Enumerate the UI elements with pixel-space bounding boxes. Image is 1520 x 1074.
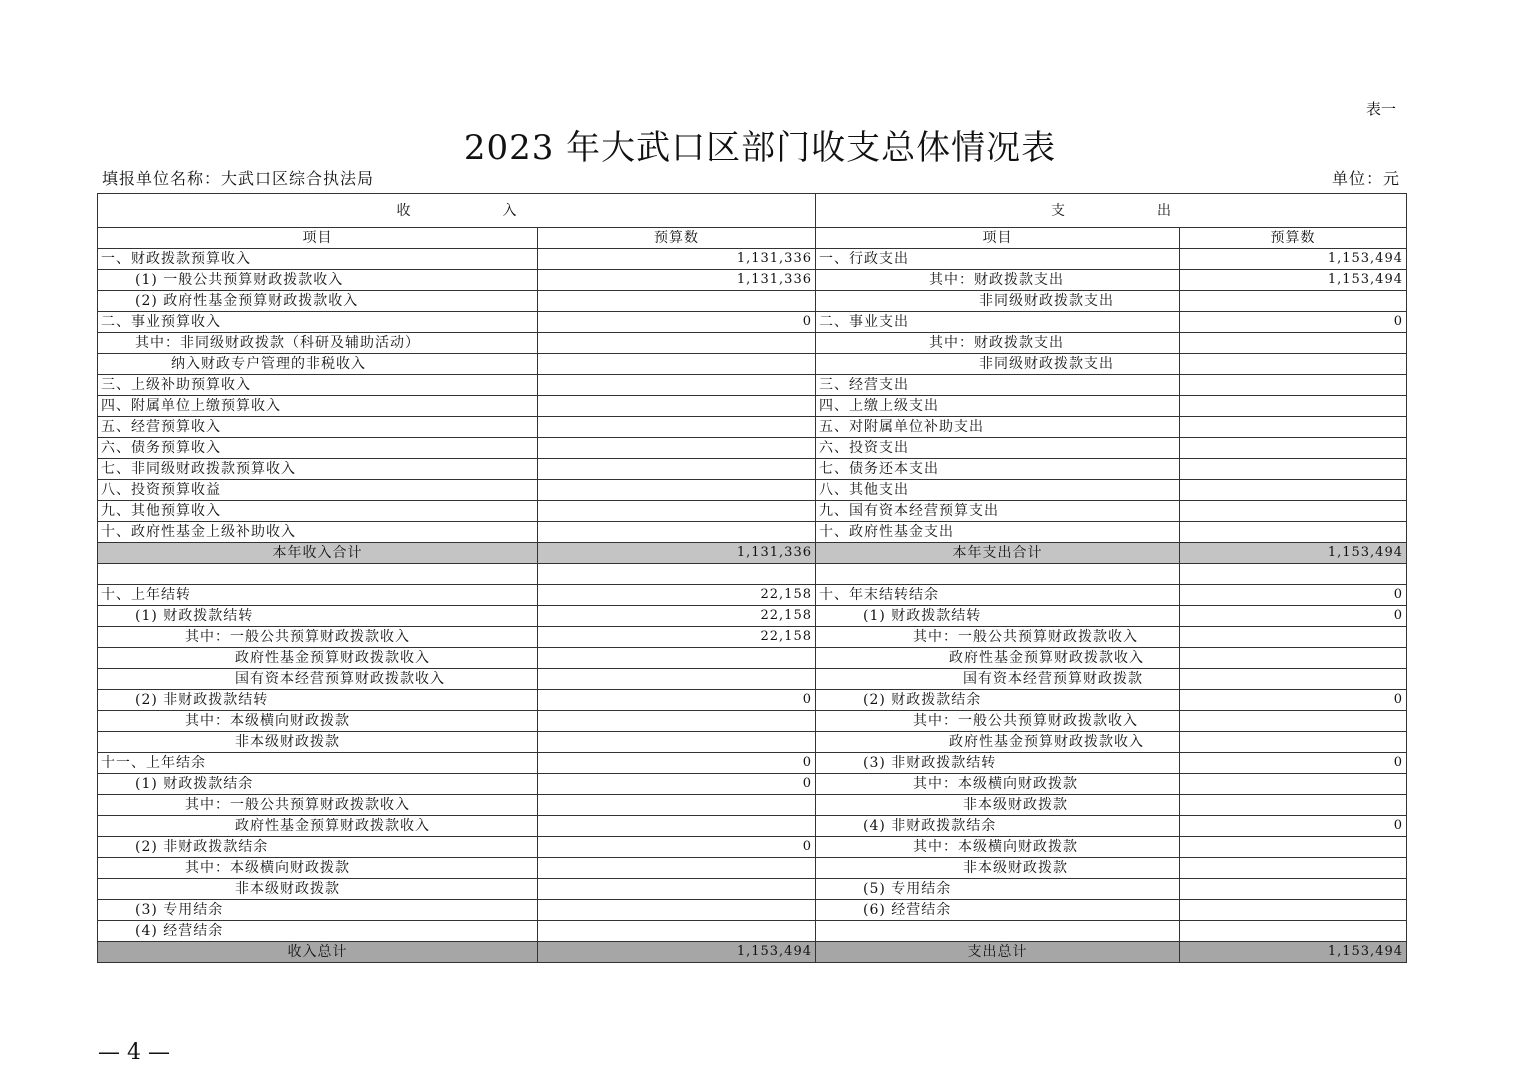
income-budget-cell: 0 [538, 690, 816, 711]
expense-item-cell: 一、行政支出 [816, 249, 1180, 270]
expense-budget-cell [1180, 879, 1407, 900]
expense-budget-cell [1180, 858, 1407, 879]
expense-item-cell: 七、债务还本支出 [816, 459, 1180, 480]
income-budget-cell [538, 354, 816, 375]
income-item-cell: 九、其他预算收入 [98, 501, 538, 522]
income-budget-cell: 1,131,336 [538, 543, 816, 564]
income-item-cell: 其中：非同级财政拨款（科研及辅助活动） [98, 333, 538, 354]
expense-item-header: 项目 [816, 228, 1180, 249]
expense-budget-cell [1180, 375, 1407, 396]
expense-budget-cell [1180, 438, 1407, 459]
income-item-cell: 十一、上年结余 [98, 753, 538, 774]
expense-item-cell: 八、其他支出 [816, 480, 1180, 501]
expense-item-cell: 三、经营支出 [816, 375, 1180, 396]
income-item-header: 项目 [98, 228, 538, 249]
income-item-cell: (4) 经营结余 [98, 921, 538, 942]
expense-budget-cell [1180, 795, 1407, 816]
expense-budget-cell: 0 [1180, 312, 1407, 333]
income-item-cell: 其中：本级横向财政拨款 [98, 858, 538, 879]
table-row [98, 249, 1407, 270]
expense-item-cell: (1) 财政拨款结转 [816, 606, 1180, 627]
income-budget-cell: 0 [538, 312, 816, 333]
income-budget-cell [538, 417, 816, 438]
income-item-cell: (1) 财政拨款结转 [98, 606, 538, 627]
expense-item-cell: (4) 非财政拨款结余 [816, 816, 1180, 837]
expense-budget-cell: 0 [1180, 585, 1407, 606]
expense-item-cell: 其中：本级横向财政拨款 [816, 774, 1180, 795]
table-row [98, 396, 1407, 417]
income-budget-cell [538, 501, 816, 522]
income-item-cell: 纳入财政专户管理的非税收入 [98, 354, 538, 375]
column-header-row [98, 228, 1407, 249]
income-budget-cell: 22,158 [538, 606, 816, 627]
income-budget-cell: 1,131,336 [538, 270, 816, 291]
table-row [98, 732, 1407, 753]
table-row [98, 564, 1407, 585]
budget-table [97, 193, 1407, 963]
expense-item-cell: 二、事业支出 [816, 312, 1180, 333]
page-title: 2023 年大武口区部门收支总体情况表 [463, 128, 1057, 168]
expense-budget-cell [1180, 291, 1407, 312]
table-row [98, 837, 1407, 858]
income-budget-cell [538, 291, 816, 312]
table-row [98, 585, 1407, 606]
currency-unit-label: 单位：元 [1332, 169, 1401, 188]
expense-item-cell: 十、政府性基金支出 [816, 522, 1180, 543]
table-row [98, 417, 1407, 438]
expense-budget-cell: 0 [1180, 690, 1407, 711]
income-item-cell: 二、事业预算收入 [98, 312, 538, 333]
expense-budget-cell [1180, 627, 1407, 648]
income-item-cell: 三、上级补助预算收入 [98, 375, 538, 396]
expense-budget-cell [1180, 711, 1407, 732]
reporting-unit-name: 填报单位名称：大武口区综合执法局 [102, 169, 375, 188]
table-row [98, 753, 1407, 774]
income-item-cell: (1) 财政拨款结余 [98, 774, 538, 795]
expense-item-cell: 五、对附属单位补助支出 [816, 417, 1180, 438]
expense-item-cell: 六、投资支出 [816, 438, 1180, 459]
expense-budget-cell [1180, 648, 1407, 669]
expense-budget-cell [1180, 669, 1407, 690]
income-item-cell: 七、非同级财政拨款预算收入 [98, 459, 538, 480]
expense-budget-cell [1180, 900, 1407, 921]
income-item-cell: 国有资本经营预算财政拨款收入 [98, 669, 538, 690]
expense-budget-cell [1180, 837, 1407, 858]
income-item-cell: 五、经营预算收入 [98, 417, 538, 438]
income-budget-cell [538, 333, 816, 354]
table-row [98, 333, 1407, 354]
income-item-cell: 其中：一般公共预算财政拨款收入 [98, 627, 538, 648]
table-row [98, 669, 1407, 690]
expense-item-cell: 支出总计 [816, 942, 1180, 963]
table-row [98, 900, 1407, 921]
expense-item-cell [816, 564, 1180, 585]
table-row [98, 858, 1407, 879]
table-row [98, 879, 1407, 900]
income-budget-cell: 0 [538, 774, 816, 795]
expense-item-cell: 非同级财政拨款支出 [816, 354, 1180, 375]
expense-item-cell: (6) 经营结余 [816, 900, 1180, 921]
table-row [98, 543, 1407, 564]
expense-item-cell: (3) 非财政拨款结转 [816, 753, 1180, 774]
table-row [98, 480, 1407, 501]
income-budget-cell [538, 795, 816, 816]
expense-budget-cell: 0 [1180, 606, 1407, 627]
expense-budget-cell [1180, 354, 1407, 375]
income-item-cell: 本年收入合计 [98, 543, 538, 564]
expense-item-cell: 四、上缴上级支出 [816, 396, 1180, 417]
expense-item-cell: 其中：一般公共预算财政拨款收入 [816, 711, 1180, 732]
income-budget-cell [538, 900, 816, 921]
expense-budget-cell [1180, 564, 1407, 585]
expense-budget-cell [1180, 459, 1407, 480]
expense-item-cell: 非同级财政拨款支出 [816, 291, 1180, 312]
table-row [98, 795, 1407, 816]
income-item-cell: (2) 非财政拨款结转 [98, 690, 538, 711]
income-item-cell: 收入总计 [98, 942, 538, 963]
table-row [98, 501, 1407, 522]
expense-item-cell: 十、年末结转结余 [816, 585, 1180, 606]
section-header-row [98, 194, 1407, 228]
expense-budget-cell: 1,153,494 [1180, 270, 1407, 291]
table-body [98, 249, 1407, 963]
expense-item-cell: (5) 专用结余 [816, 879, 1180, 900]
expense-budget-cell [1180, 921, 1407, 942]
income-item-cell: 四、附属单位上缴预算收入 [98, 396, 538, 417]
income-item-cell: 十、政府性基金上级补助收入 [98, 522, 538, 543]
income-budget-cell [538, 522, 816, 543]
income-budget-cell [538, 459, 816, 480]
income-budget-cell: 1,131,336 [538, 249, 816, 270]
income-item-cell: 政府性基金预算财政拨款收入 [98, 816, 538, 837]
expense-section-header: 支出 [816, 194, 1407, 228]
income-budget-cell [538, 711, 816, 732]
table-row [98, 627, 1407, 648]
table-row [98, 774, 1407, 795]
table-row [98, 354, 1407, 375]
income-budget-cell [538, 879, 816, 900]
expense-item-cell: 其中：财政拨款支出 [816, 333, 1180, 354]
table-row [98, 816, 1407, 837]
table-row [98, 648, 1407, 669]
income-item-cell: (2) 非财政拨款结余 [98, 837, 538, 858]
income-item-cell: 六、债务预算收入 [98, 438, 538, 459]
income-item-cell: 其中：一般公共预算财政拨款收入 [98, 795, 538, 816]
income-item-cell: 非本级财政拨款 [98, 732, 538, 753]
income-section-header: 收入 [98, 194, 816, 228]
table-row [98, 921, 1407, 942]
expense-budget-cell [1180, 480, 1407, 501]
table-row [98, 711, 1407, 732]
income-budget-cell [538, 669, 816, 690]
expense-budget-cell [1180, 774, 1407, 795]
table-row [98, 606, 1407, 627]
income-item-cell: (2) 政府性基金预算财政拨款收入 [98, 291, 538, 312]
table-label: 表一 [1366, 100, 1397, 118]
expense-budget-cell [1180, 501, 1407, 522]
table-row [98, 522, 1407, 543]
income-budget-cell [538, 480, 816, 501]
income-budget-cell [538, 375, 816, 396]
income-item-cell: 政府性基金预算财政拨款收入 [98, 648, 538, 669]
expense-budget-cell [1180, 417, 1407, 438]
income-item-cell: 十、上年结转 [98, 585, 538, 606]
expense-item-cell: 国有资本经营预算财政拨款 [816, 669, 1180, 690]
expense-item-cell: 非本级财政拨款 [816, 858, 1180, 879]
expense-budget-cell: 0 [1180, 816, 1407, 837]
income-item-cell: (1) 一般公共预算财政拨款收入 [98, 270, 538, 291]
expense-item-cell: 其中：财政拨款支出 [816, 270, 1180, 291]
expense-item-cell: 其中：一般公共预算财政拨款收入 [816, 627, 1180, 648]
expense-budget-cell: 1,153,494 [1180, 543, 1407, 564]
income-budget-cell: 22,158 [538, 585, 816, 606]
expense-item-cell: 本年支出合计 [816, 543, 1180, 564]
expense-item-cell: (2) 财政拨款结余 [816, 690, 1180, 711]
expense-budget-cell [1180, 732, 1407, 753]
income-item-cell: 一、财政拨款预算收入 [98, 249, 538, 270]
income-budget-cell [538, 564, 816, 585]
table-row [98, 942, 1407, 963]
page-number: — 4 — [98, 1040, 170, 1065]
expense-item-cell: 政府性基金预算财政拨款收入 [816, 732, 1180, 753]
expense-budget-cell: 0 [1180, 753, 1407, 774]
income-budget-cell [538, 648, 816, 669]
expense-budget-cell [1180, 333, 1407, 354]
income-budget-cell [538, 438, 816, 459]
table-row [98, 312, 1407, 333]
income-item-cell: 其中：本级横向财政拨款 [98, 711, 538, 732]
table-row [98, 459, 1407, 480]
table-row [98, 438, 1407, 459]
expense-item-cell: 非本级财政拨款 [816, 795, 1180, 816]
table-row [98, 690, 1407, 711]
table-row [98, 291, 1407, 312]
income-item-cell [98, 564, 538, 585]
expense-budget-header: 预算数 [1180, 228, 1407, 249]
income-item-cell: (3) 专用结余 [98, 900, 538, 921]
expense-budget-cell: 1,153,494 [1180, 249, 1407, 270]
expense-item-cell: 其中：本级横向财政拨款 [816, 837, 1180, 858]
income-budget-cell [538, 816, 816, 837]
expense-item-cell: 九、国有资本经营预算支出 [816, 501, 1180, 522]
income-budget-cell [538, 732, 816, 753]
expense-budget-cell [1180, 522, 1407, 543]
income-budget-cell [538, 921, 816, 942]
expense-item-cell: 政府性基金预算财政拨款收入 [816, 648, 1180, 669]
income-budget-cell: 1,153,494 [538, 942, 816, 963]
income-budget-header: 预算数 [538, 228, 816, 249]
income-budget-cell: 0 [538, 753, 816, 774]
expense-budget-cell [1180, 396, 1407, 417]
income-budget-cell: 22,158 [538, 627, 816, 648]
income-budget-cell: 0 [538, 837, 816, 858]
income-budget-cell [538, 396, 816, 417]
income-item-cell: 八、投资预算收益 [98, 480, 538, 501]
table-row [98, 375, 1407, 396]
table-row [98, 270, 1407, 291]
income-item-cell: 非本级财政拨款 [98, 879, 538, 900]
income-budget-cell [538, 858, 816, 879]
expense-budget-cell: 1,153,494 [1180, 942, 1407, 963]
expense-item-cell [816, 921, 1180, 942]
